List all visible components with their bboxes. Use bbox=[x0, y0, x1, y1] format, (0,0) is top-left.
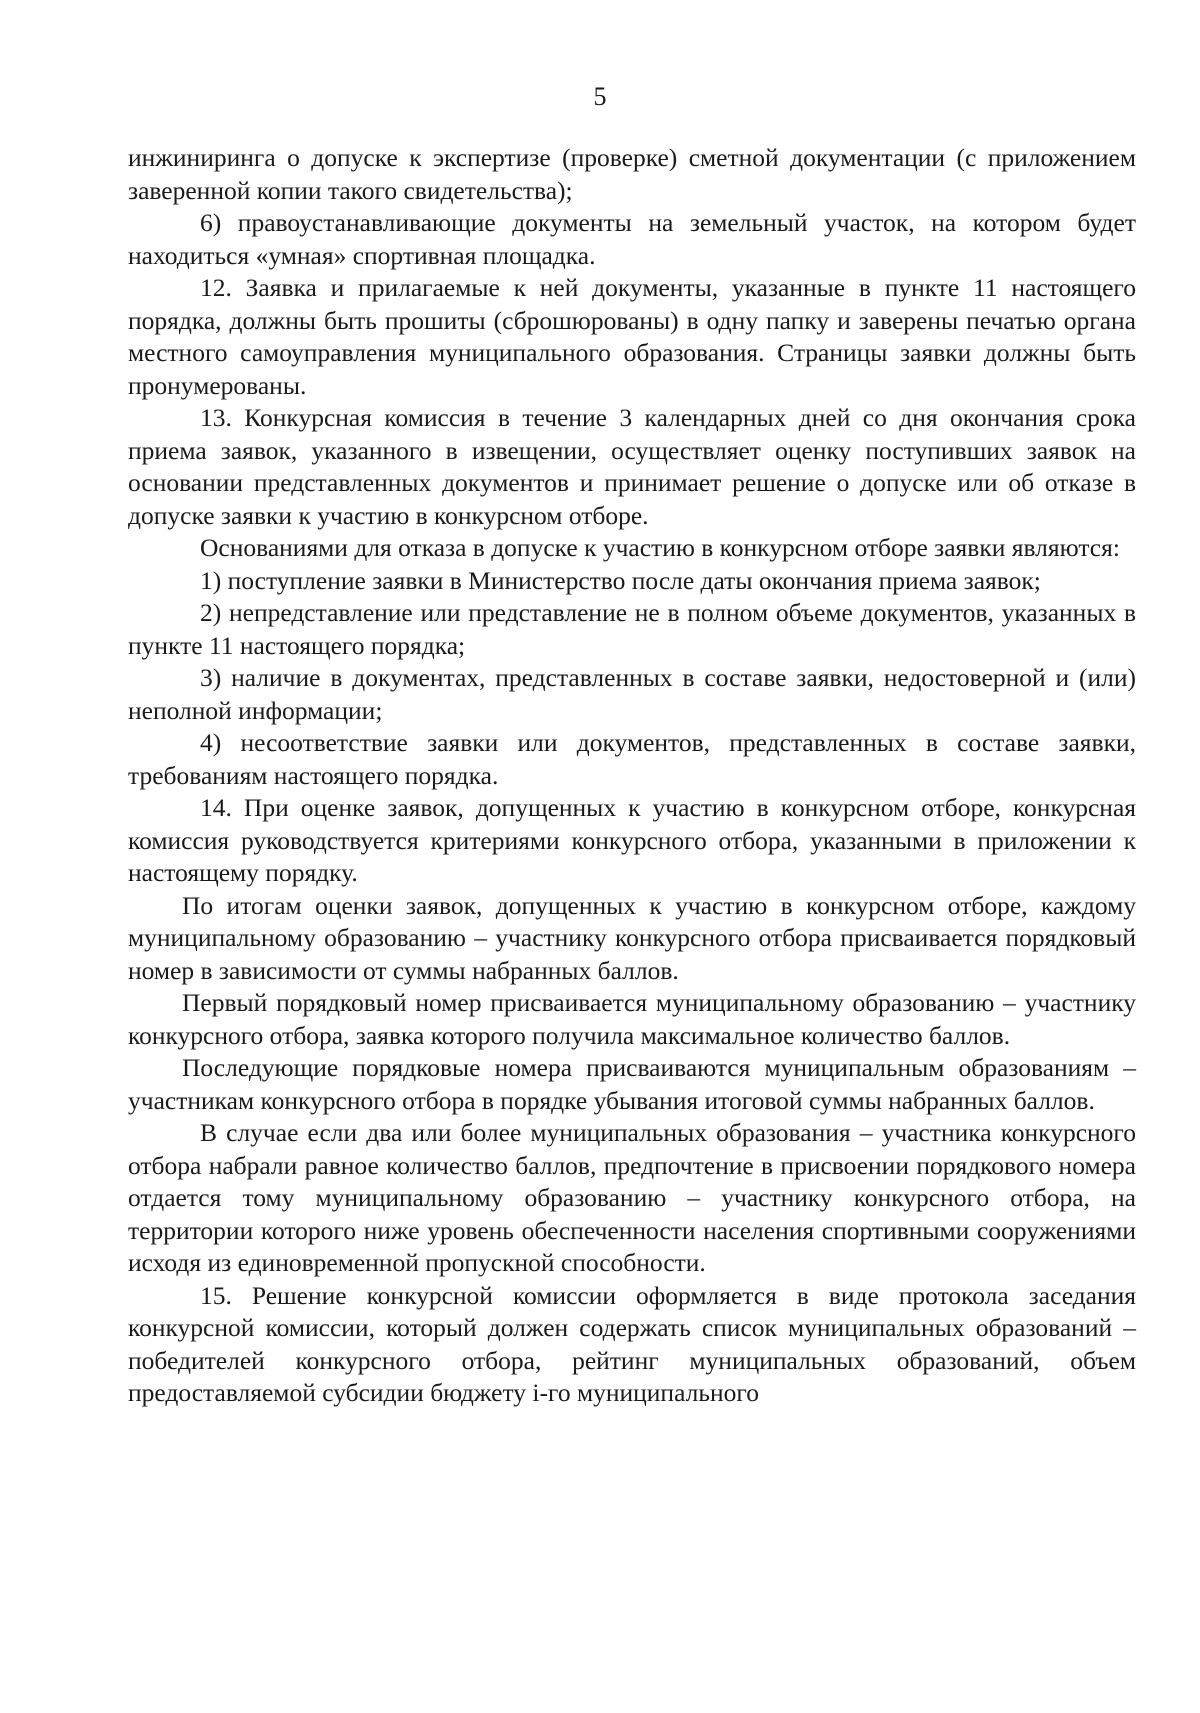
document-body bbox=[128, 142, 1136, 1410]
paragraph: 6) правоустанавливающие документы на земельный участок, на котором будет находиться «умная» спортивная площадка. bbox=[128, 208, 1136, 270]
paragraph: В случае если два или более муниципальных образования – участника конкурсного отбора набрали равное количество баллов, предпочтение в присвоении порядкового номера отдается тому муниципальному образованию – участнику конкурсного отбора, на территории которого ниже уровень обеспеченности населения спортивными сооружениями исходя из единовременной пропускной способности. bbox=[128, 1118, 1136, 1277]
page-number: 5 bbox=[593, 82, 607, 111]
list-item: 1) поступление заявки в Министерство после даты окончания приема заявок; bbox=[200, 565, 1041, 595]
list-item: 2) непредставление или представление не в полном объеме документов, указанных в пункте 11 настоящего порядка; bbox=[128, 598, 1136, 660]
paragraph: 15. Решение конкурсной комиссии оформляется в виде протокола заседания конкурсной комиссии, который должен содержать список муниципальных образований – победителей конкурсного отбора, рейтинг муниципальных образований, объем предоставляемой субсидии бюджету i-го муниципального bbox=[128, 1280, 1136, 1407]
list-item: 3) наличие в документах, представленных в составе заявки, недостоверной и (или) неполной информации; bbox=[128, 663, 1136, 725]
paragraph: Последующие порядковые номера присваиваются муниципальным образованиям – участникам конкурсного отбора в порядке убывания итоговой суммы набранных баллов. bbox=[128, 1053, 1136, 1115]
paragraph: Первый порядковый номер присваивается муниципальному образованию – участнику конкурсного отбора, заявка которого получила максимальное количество баллов. bbox=[128, 988, 1136, 1050]
paragraph: инжиниринга о допуске к экспертизе (проверке) сметной документации (с приложением заверенной копии такого свидетельства); bbox=[128, 143, 1136, 205]
list-item: 4) несоответствие заявки или документов, представленных в составе заявки, требованиям настоящего порядка. bbox=[128, 728, 1136, 790]
paragraph: 14. При оценке заявок, допущенных к участию в конкурсном отборе, конкурсная комиссия руководствуется критериями конкурсного отбора, указанными в приложении к настоящему порядку. bbox=[128, 793, 1136, 887]
paragraph: По итогам оценки заявок, допущенных к участию в конкурсном отборе, каждому муниципальному образованию – участнику конкурсного отбора присваивается порядковый номер в зависимости от суммы набранных баллов. bbox=[128, 890, 1136, 985]
paragraph: 12. Заявка и прилагаемые к ней документы, указанные в пункте 11 настоящего порядка, должны быть прошиты (сброшюрованы) в одну папку и заверены печатью органа местного самоуправления муниципального образования. Страницы заявки должны быть пронумерованы. bbox=[128, 273, 1136, 400]
paragraph: 13. Конкурсная комиссия в течение 3 календарных дней со дня окончания срока приема заявок, указанного в извещении, осуществляет оценку поступивших заявок на основании представленных документов и принимает решение о допуске или об отказе в допуске заявки к участию в конкурсном отборе. bbox=[128, 403, 1136, 530]
paragraph: Основаниями для отказа в допуске к участию в конкурсном отборе заявки являются: bbox=[200, 533, 1120, 562]
